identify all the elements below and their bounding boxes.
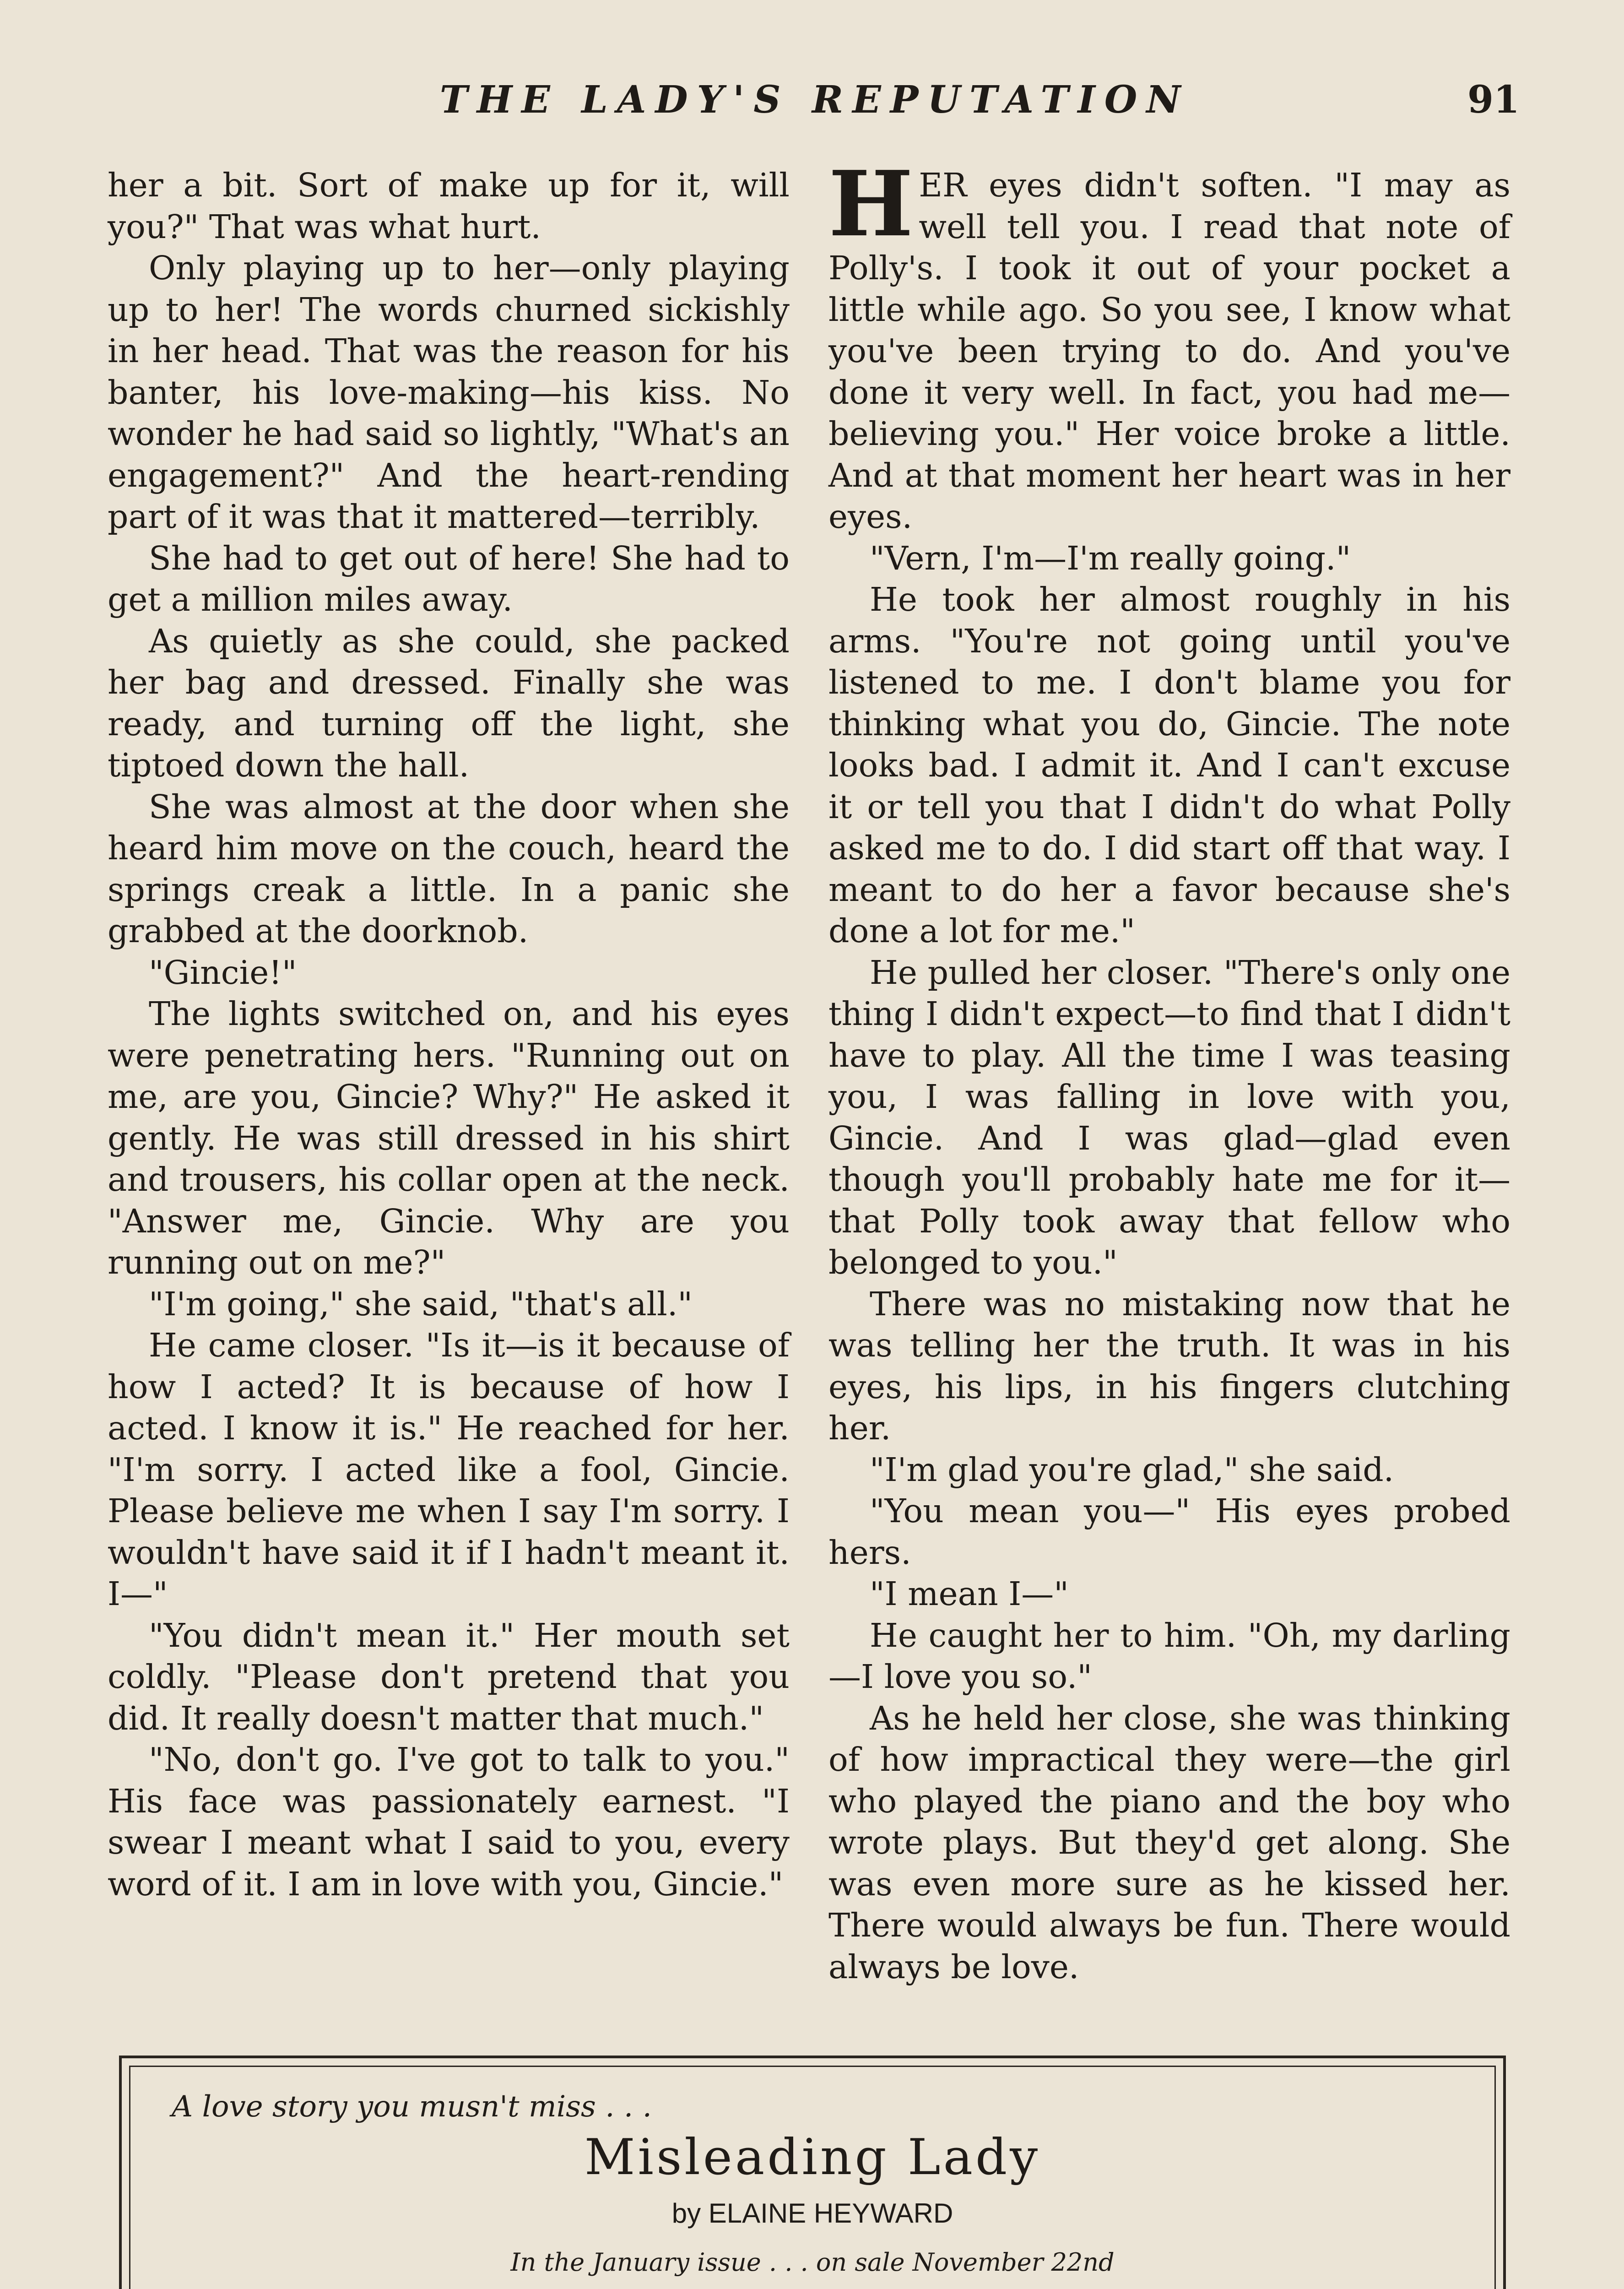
story-paragraph: He came closer. "Is it—is it because of how I acted? It is because of how I acted. I know it is." He reached for her. "I'm sorry. I acted like a fool, Gincie. Please believe me when I say I'm sorry. I wouldn't have said it if I hadn't meant it. I—" <box>108 1326 790 1613</box>
right-text-column <box>828 152 1510 1988</box>
drop-cap: H <box>828 152 914 257</box>
story-paragraph: "You didn't mean it." Her mouth set coldly. "Please don't pretend that you did. It really doesn't matter that much." <box>108 1616 790 1737</box>
story-paragraph: She had to get out of here! She had to get a million miles away. <box>108 539 790 618</box>
story-paragraph: "I'm glad you're glad," she said. <box>870 1450 1394 1489</box>
page-header <box>110 78 1520 128</box>
story-paragraph: As he held her close, she was thinking of how impractical they were—the girl who played the piano and the boy who wrote plays. But they'd get along. She was even more sure as he kissed her. There would always be fun. There would always be love. <box>828 1699 1510 1986</box>
opening-paragraph <box>828 152 1510 538</box>
story-paragraph: He pulled her closer. "There's only one thing I didn't expect—to find that I didn't have to play. All the time I was teasing you, I was falling in love with you, Gincie. And I was glad—glad even though you'll probably hate me for it—that Polly took away that fellow who belonged to you." <box>828 953 1510 1281</box>
left-text-column <box>108 165 790 1905</box>
ad-sale-info: In the January issue . . . on sale November 22nd <box>510 2248 1115 2277</box>
ad-tagline: A love story you musn't miss . . . <box>172 2090 652 2124</box>
story-paragraph: "Gincie!" <box>149 953 297 992</box>
story-paragraph: She was almost at the door when she heard him move on the couch, heard the springs creak a little. In a panic she grabbed at the doorknob. <box>108 787 790 950</box>
story-paragraph: "Vern, I'm—I'm really going." <box>870 539 1351 577</box>
story-paragraph: He took her almost roughly in his arms. "You're not going until you've listened to me. I don't blame you for thinking what you do, Gincie. The note looks bad. I admit it. And I can't excuse it or tell you that I didn't do what Polly asked me to do. I did start off that way. I meant to do her a favor because she's done a lot for me." <box>828 580 1510 950</box>
story-paragraph: Only playing up to her—only playing up to her! The words churned sickishly in her head. That was the reason for his banter, his love-making—his kiss. No wonder he had said so lightly, "What's an engagement?" And the heart-rending part of it was that it mattered—terribly. <box>108 249 790 536</box>
story-paragraph: her a bit. Sort of make up for it, will you?" That was what hurt. <box>108 166 790 246</box>
advertisement-box <box>119 2056 1506 2289</box>
opening-paragraph-text: ER eyes didn't soften. "I may as well tell you. I read that note of Polly's. I took it out of your pocket a little while ago. So you see, I know what you've been trying to do. And you've done it very well. In fact, you had me—believing you." Her voice broke a little. And at that moment her heart was in her eyes. <box>828 166 1510 536</box>
ad-story-title: Misleading Lady <box>584 2129 1041 2186</box>
story-paragraph: "I mean I—" <box>870 1575 1069 1613</box>
right-column-paragraphs <box>828 538 1510 1988</box>
story-paragraph: The lights switched on, and his eyes were penetrating hers. "Running out on me, are you, Gincie? Why?" He asked it gently. He was still dressed in his shirt and trousers, his collar open at the neck. "Answer me, Gincie. Why are you running out on me?" <box>108 995 790 1281</box>
ad-author-line: by ELAINE HEYWARD <box>671 2198 953 2229</box>
story-paragraph: He caught her to him. "Oh, my darling—I love you so." <box>828 1616 1510 1696</box>
story-paragraph: There was no mistaking now that he was telling her the truth. It was in his eyes, his lips, in his fingers clutching her. <box>828 1285 1510 1447</box>
story-paragraph: "I'm going," she said, "that's all." <box>149 1285 693 1323</box>
advertisement-inner-border <box>129 2066 1496 2289</box>
story-paragraph: As quietly as she could, she packed her bag and dressed. Finally she was ready, and turning off the light, she tiptoed down the hall. <box>108 622 790 784</box>
story-paragraph: "You mean you—" His eyes probed hers. <box>828 1492 1510 1572</box>
running-title: THE LADY'S REPUTATION <box>439 78 1190 122</box>
page-number: 91 <box>1467 78 1520 122</box>
story-paragraph: "No, don't go. I've got to talk to you." His face was passionately earnest. "I swear I meant what I said to you, every word of it. I am in love with you, Gincie." <box>108 1741 790 1903</box>
